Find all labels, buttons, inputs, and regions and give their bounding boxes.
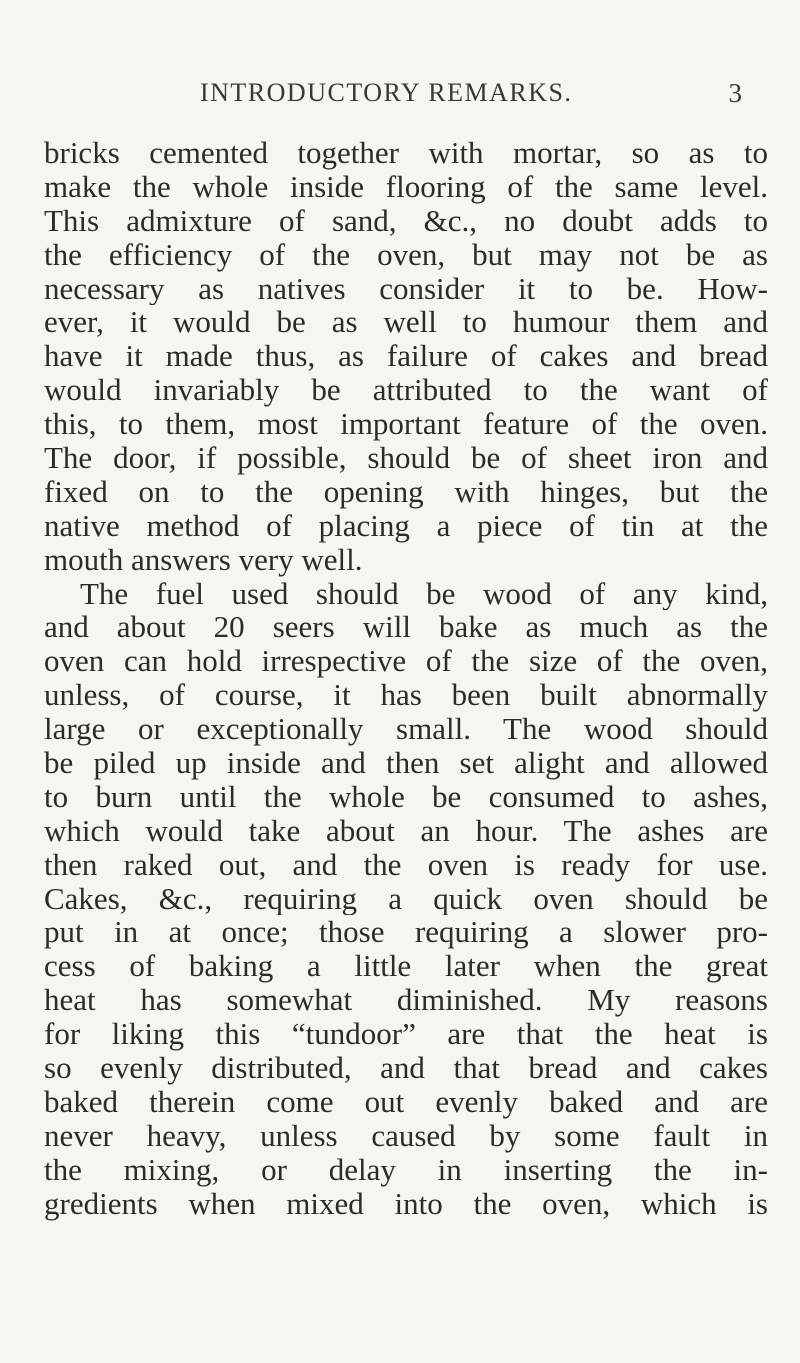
text-line: so evenly distributed, and that bread and cakes (44, 1051, 768, 1085)
text-line: this, to them, most important feature of the oven. (44, 407, 768, 442)
text-line: the mixing, or delay in inserting the in- (44, 1152, 768, 1187)
text-line: be piled up inside and then set alight and allowed (44, 746, 768, 780)
text-line: never heavy, unless caused by some fault in (44, 1118, 768, 1153)
text-line: necessary as natives consider it to be. How- (44, 271, 768, 306)
text-line: make the whole inside flooring of the same level. (44, 169, 768, 204)
text-line: would invariably be attributed to the want of (44, 373, 768, 408)
text-line: cess of baking a little later when the great (44, 949, 768, 984)
text-line: heat has somewhat diminished. My reasons (44, 983, 768, 1018)
text-line: Cakes, &c., requiring a quick oven should be (44, 881, 768, 916)
text-line: fixed on to the opening with hinges, but the (44, 474, 768, 509)
paragraph-last-line: mouth answers very well. (44, 542, 363, 577)
text-line: baked therein come out evenly baked and are (44, 1084, 768, 1119)
text-line: oven can hold irrespective of the size of the oven, (44, 644, 768, 679)
paragraph-first-line: The fuel used should be wood of any kind, (80, 576, 768, 611)
text-line: This admixture of sand, &c., no doubt adds to (44, 203, 768, 238)
running-head (0, 78, 800, 118)
text-line: bricks cemented together with mortar, so as to (44, 136, 768, 170)
text-line: to burn until the whole be consumed to ashes, (44, 779, 768, 814)
text-line: gredients when mixed into the oven, which is (44, 1186, 768, 1221)
text-line: which would take about an hour. The ashes are (44, 813, 768, 848)
running-head-title: INTRODUCTORY REMARKS. (200, 78, 573, 107)
text-line: put in at once; those requiring a slower pro- (44, 915, 768, 950)
text-line: then raked out, and the oven is ready for use. (44, 847, 768, 882)
text-line: the efficiency of the oven, but may not be as (44, 237, 768, 272)
text-line: native method of placing a piece of tin at the (44, 508, 768, 543)
body-text (44, 136, 768, 1221)
text-line: The door, if possible, should be of sheet iron and (44, 441, 768, 475)
text-line: have it made thus, as failure of cakes and bread (44, 339, 768, 374)
text-line: ever, it would be as well to humour them and (44, 305, 768, 340)
text-line: large or exceptionally small. The wood should (44, 712, 768, 747)
page-number: 3 (728, 78, 742, 108)
text-line: and about 20 seers will bake as much as the (44, 610, 768, 645)
text-line: unless, of course, it has been built abnormally (44, 678, 768, 713)
text-line: for liking this “tundoor” are that the heat is (44, 1017, 768, 1052)
